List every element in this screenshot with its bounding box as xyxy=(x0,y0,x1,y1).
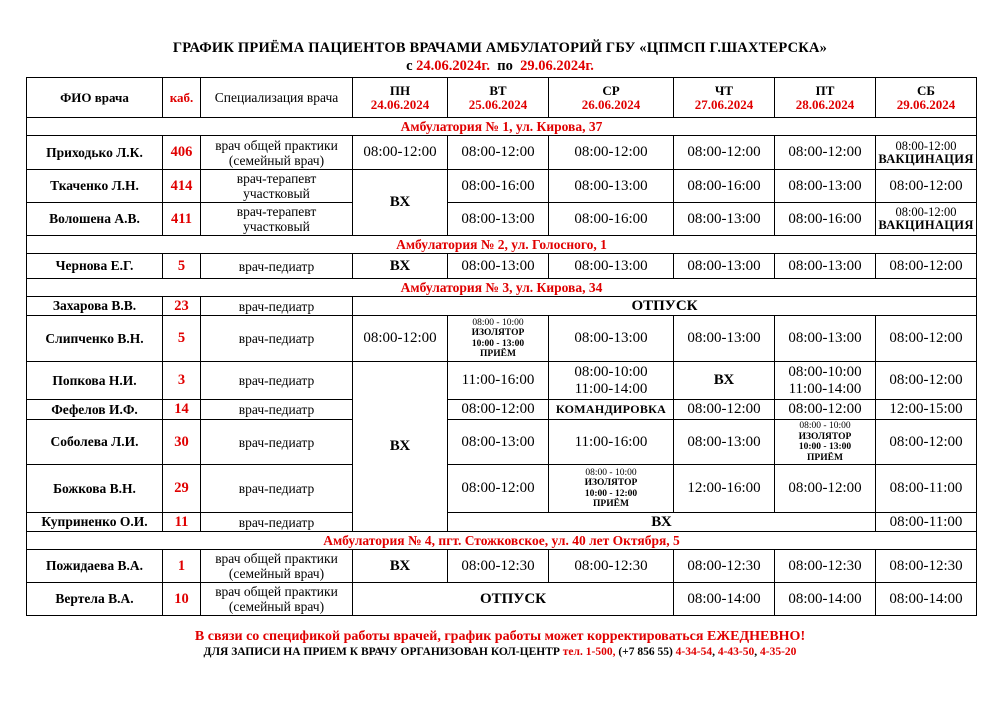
cell-time: 08:00-10:00 xyxy=(574,363,648,380)
doctor-spec: врач-педиатр xyxy=(201,513,353,532)
section-row xyxy=(27,532,977,550)
day-off-cell: ВХ xyxy=(353,362,448,532)
col-sat xyxy=(876,78,977,118)
date-to: 29.06.2024г. xyxy=(520,58,594,74)
table-row xyxy=(27,170,977,203)
doctor-room: 406 xyxy=(163,136,201,170)
contact-text: ДЛЯ ЗАПИСИ НА ПРИЕМ К ВРАЧУ ОРГАНИЗОВАН КОЛ-ЦЕНТР xyxy=(203,646,563,658)
doctor-name: Ткаченко Л.Н. xyxy=(27,170,163,203)
schedule-cell: 08:00-13:00 xyxy=(674,254,775,279)
phone-number[interactable]: 4-35-20 xyxy=(760,646,797,658)
section-row xyxy=(27,118,977,136)
schedule-cell: 08:00-12:00 xyxy=(353,316,448,362)
doctor-room: 3 xyxy=(163,362,201,400)
col-name: ФИО врача xyxy=(27,78,163,118)
schedule-cell: 08:00-13:00 xyxy=(775,316,876,362)
priem-label: ПРИЁМ xyxy=(480,349,516,359)
doctor-room: 414 xyxy=(163,170,201,203)
day-off-cell: ВХ xyxy=(674,362,775,400)
schedule-cell: 08:00-14:00 xyxy=(775,583,876,616)
doctor-spec: врач-педиатр xyxy=(201,316,353,362)
cell-time: 08:00 - 10:00 xyxy=(799,421,851,431)
schedule-cell: 11:00-16:00 xyxy=(549,420,674,465)
doctor-name: Куприненко О.И. xyxy=(27,513,163,532)
vaccination-label: ВАКЦИНАЦИЯ xyxy=(878,151,974,166)
schedule-cell: 08:00-13:00 xyxy=(775,254,876,279)
schedule-cell: 08:00-14:00 xyxy=(674,583,775,616)
doctor-spec: врач-терапевт участковый xyxy=(201,203,353,236)
schedule-cell: 11:00-16:00 xyxy=(448,362,549,400)
day-date: 29.06.2024 xyxy=(896,96,956,112)
schedule-cell: 12:00-16:00 xyxy=(674,465,775,513)
cell-time: 08:00-12:00 xyxy=(895,138,957,153)
schedule-cell: 08:00-12:00 xyxy=(448,136,549,170)
doctor-name: Божкова В.Н. xyxy=(27,465,163,513)
doctor-name: Фефелов И.Ф. xyxy=(27,400,163,420)
schedule-cell xyxy=(448,316,549,362)
isolator-label: ИЗОЛЯТОР xyxy=(471,328,525,338)
doctor-spec: врач-педиатр xyxy=(201,420,353,465)
doctor-room: 29 xyxy=(163,465,201,513)
schedule-cell: 08:00-11:00 xyxy=(876,513,977,532)
phone-code: (+7 856 55) xyxy=(615,646,676,658)
business-trip-cell: КОМАНДИРОВКА xyxy=(549,400,674,420)
cell-time: 08:00-10:00 xyxy=(788,363,862,380)
section-row xyxy=(27,236,977,254)
schedule-cell: 08:00-12:00 xyxy=(775,465,876,513)
schedule-cell xyxy=(876,203,977,236)
table-row xyxy=(27,420,977,465)
date-from: 24.06.2024г. xyxy=(416,58,490,74)
cell-time: 10:00 - 13:00 xyxy=(798,442,852,452)
cell-time: 11:00-14:00 xyxy=(788,380,862,397)
col-spec: Специализация врача xyxy=(201,78,353,118)
doctor-name: Соболева Л.И. xyxy=(27,420,163,465)
day-off-cell: ВХ xyxy=(353,550,448,583)
table-row xyxy=(27,362,977,400)
cell-time: 11:00-14:00 xyxy=(574,380,648,397)
day-date: 24.06.2024 xyxy=(370,96,430,112)
table-row xyxy=(27,136,977,170)
table-row xyxy=(27,316,977,362)
schedule-cell xyxy=(549,362,674,400)
schedule-cell: 08:00-12:00 xyxy=(876,254,977,279)
schedule-cell: 08:00-13:00 xyxy=(448,203,549,236)
doctor-spec: врач-педиатр xyxy=(201,362,353,400)
doctor-spec: врач-педиатр xyxy=(201,465,353,513)
schedule-cell: 08:00-13:00 xyxy=(674,316,775,362)
doctor-room: 23 xyxy=(163,297,201,316)
schedule-cell xyxy=(775,420,876,465)
table-row xyxy=(27,550,977,583)
doctor-spec: врач-педиатр xyxy=(201,254,353,279)
doctor-name: Вертела В.А. xyxy=(27,583,163,616)
doctor-spec: врач-терапевт участковый xyxy=(201,170,353,203)
doctor-spec: врач общей практики (семейный врач) xyxy=(201,136,353,170)
section-row xyxy=(27,279,977,297)
page-title: ГРАФИК ПРИЁМА ПАЦИЕНТОВ ВРАЧАМИ АМБУЛАТОРИЙ ГБУ «ЦПМСП Г.ШАХТЕРСКА» xyxy=(172,40,828,56)
footer-warning: В связи со спецификой работы врачей, график работы может корректироваться ЕЖЕДНЕВНО! xyxy=(194,629,806,644)
doctor-name: Чернова Е.Г. xyxy=(27,254,163,279)
doctor-room: 5 xyxy=(163,316,201,362)
schedule-cell: 08:00-12:00 xyxy=(775,400,876,420)
schedule-cell: 08:00-12:00 xyxy=(674,136,775,170)
schedule-cell xyxy=(876,136,977,170)
schedule-cell: 08:00-12:00 xyxy=(549,136,674,170)
footer-contact xyxy=(0,646,1000,658)
schedule-cell: 08:00-16:00 xyxy=(674,170,775,203)
schedule-table xyxy=(26,77,977,616)
vaccination-label: ВАКЦИНАЦИЯ xyxy=(878,218,974,232)
day-off-cell: ВХ xyxy=(448,513,876,532)
table-row xyxy=(27,297,977,316)
schedule-cell: 08:00-12:30 xyxy=(448,550,549,583)
doctor-name: Пожидаева В.А. xyxy=(27,550,163,583)
date-prefix: с xyxy=(406,58,417,74)
doctor-room: 5 xyxy=(163,254,201,279)
doctor-room: 30 xyxy=(163,420,201,465)
priem-label: ПРИЁМ xyxy=(807,452,843,463)
phone-number[interactable]: 4-43-50 xyxy=(717,646,755,658)
doctor-room: 11 xyxy=(163,513,201,532)
header-row xyxy=(27,78,977,118)
schedule-cell: 08:00-13:00 xyxy=(549,170,674,203)
doctor-room: 10 xyxy=(163,583,201,616)
schedule-cell: 08:00-13:00 xyxy=(549,316,674,362)
schedule-cell: 08:00-12:00 xyxy=(674,400,775,420)
doctor-name: Попкова Н.И. xyxy=(27,362,163,400)
date-range xyxy=(0,58,1000,75)
col-tue xyxy=(448,78,549,118)
doctor-room: 411 xyxy=(163,203,201,236)
schedule-cell: 08:00-12:30 xyxy=(876,550,977,583)
col-fri xyxy=(775,78,876,118)
section-title: Амбулатория № 4, пгт. Стожковское, ул. 40 лет Октября, 5 xyxy=(27,532,977,550)
schedule-cell: 12:00-15:00 xyxy=(876,400,977,420)
schedule-cell: 08:00-12:00 xyxy=(876,420,977,465)
vacation-cell: ОТПУСК xyxy=(353,297,977,316)
doctor-name: Волошена А.В. xyxy=(27,203,163,236)
day-date: 27.06.2024 xyxy=(694,96,754,112)
table-row xyxy=(27,203,977,236)
day-off-cell: ВХ xyxy=(353,170,448,236)
phone-short[interactable]: тел. 1-500, xyxy=(562,646,616,658)
schedule-cell: 08:00-16:00 xyxy=(775,203,876,236)
col-mon xyxy=(353,78,448,118)
doctor-room: 1 xyxy=(163,550,201,583)
doctor-name: Захарова В.В. xyxy=(27,297,163,316)
doctor-spec: врач общей практики (семейный врач) xyxy=(201,583,353,616)
separator: , xyxy=(754,646,761,658)
phone-number[interactable]: 4-34-54 xyxy=(675,646,713,658)
schedule-cell: 08:00-12:30 xyxy=(549,550,674,583)
cell-time: 10:00 - 12:00 xyxy=(584,488,638,499)
day-label: СБ xyxy=(917,82,935,98)
schedule-cell: 08:00-13:00 xyxy=(674,420,775,465)
table-row xyxy=(27,513,977,532)
schedule-cell: 08:00-12:00 xyxy=(353,136,448,170)
schedule-cell: 08:00-16:00 xyxy=(448,170,549,203)
priem-label: ПРИЁМ xyxy=(593,499,629,509)
col-wed xyxy=(549,78,674,118)
day-label: СР xyxy=(602,82,620,98)
col-thu xyxy=(674,78,775,118)
schedule-cell: 08:00-13:00 xyxy=(448,420,549,465)
date-mid: по xyxy=(489,58,521,74)
table-row xyxy=(27,465,977,513)
doctor-room: 14 xyxy=(163,400,201,420)
cell-time: 08:00-12:00 xyxy=(895,205,957,219)
schedule-cell: 08:00-12:30 xyxy=(674,550,775,583)
schedule-cell: 08:00-12:00 xyxy=(876,316,977,362)
day-date: 25.06.2024 xyxy=(468,96,528,112)
table-row xyxy=(27,254,977,279)
day-label: ПТ xyxy=(815,82,835,98)
doctor-name: Приходько Л.К. xyxy=(27,136,163,170)
table-row xyxy=(27,583,977,616)
isolator-label: ИЗОЛЯТОР xyxy=(584,478,638,488)
doctor-name: Слипченко В.Н. xyxy=(27,316,163,362)
cell-time: 08:00 - 10:00 xyxy=(585,467,637,478)
day-label: ПН xyxy=(389,82,411,98)
schedule-cell: 08:00-13:00 xyxy=(448,254,549,279)
schedule-cell: 08:00-13:00 xyxy=(549,254,674,279)
schedule-cell xyxy=(775,362,876,400)
col-room: каб. xyxy=(163,78,201,118)
doctor-spec: врач общей практики (семейный врач) xyxy=(201,550,353,583)
vacation-cell: ОТПУСК xyxy=(353,583,674,616)
section-title: Амбулатория № 1, ул. Кирова, 37 xyxy=(27,118,977,136)
cell-time: 10:00 - 13:00 xyxy=(471,338,525,349)
schedule-cell: 08:00-13:00 xyxy=(775,170,876,203)
schedule-cell: 08:00-16:00 xyxy=(549,203,674,236)
table-row xyxy=(27,400,977,420)
isolator-label: ИЗОЛЯТОР xyxy=(798,431,852,442)
schedule-cell: 08:00-12:00 xyxy=(876,362,977,400)
cell-time: 08:00 - 10:00 xyxy=(472,317,524,328)
doctor-spec: врач-педиатр xyxy=(201,400,353,420)
day-off-cell: ВХ xyxy=(353,254,448,279)
section-title: Амбулатория № 2, ул. Голосного, 1 xyxy=(27,236,977,254)
schedule-cell: 08:00-11:00 xyxy=(876,465,977,513)
section-title: Амбулатория № 3, ул. Кирова, 34 xyxy=(27,279,977,297)
schedule-cell: 08:00-12:00 xyxy=(448,465,549,513)
day-date: 26.06.2024 xyxy=(581,96,641,112)
schedule-cell: 08:00-13:00 xyxy=(674,203,775,236)
day-label: ЧТ xyxy=(714,82,734,98)
schedule-cell: 08:00-14:00 xyxy=(876,583,977,616)
separator: , xyxy=(712,646,718,658)
day-date: 28.06.2024 xyxy=(795,96,855,112)
doctor-spec: врач-педиатр xyxy=(201,297,353,316)
schedule-cell xyxy=(549,465,674,513)
day-label: ВТ xyxy=(489,82,507,98)
schedule-cell: 08:00-12:30 xyxy=(775,550,876,583)
schedule-cell: 08:00-12:00 xyxy=(775,136,876,170)
schedule-cell: 08:00-12:00 xyxy=(448,400,549,420)
schedule-cell: 08:00-12:00 xyxy=(876,170,977,203)
